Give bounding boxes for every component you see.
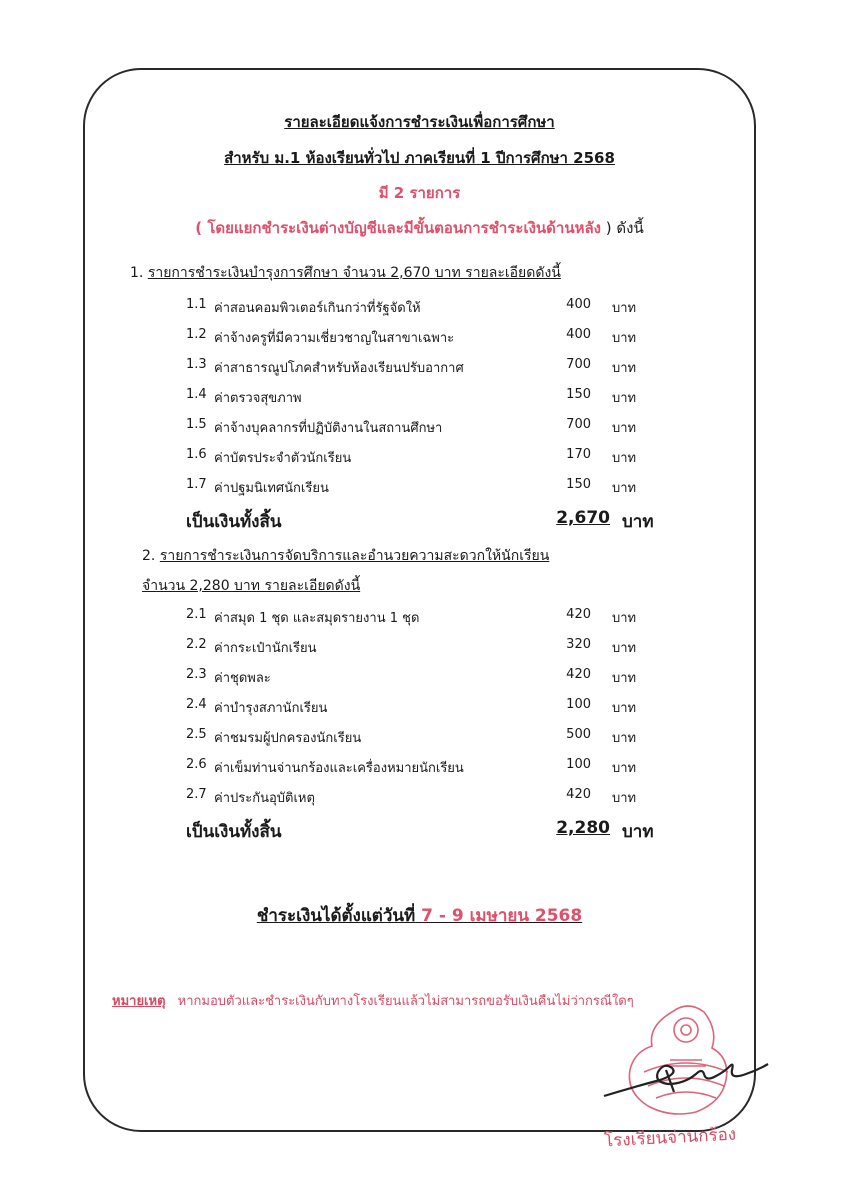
section2-item-row [0,667,842,689]
item-label: ค่าชุดพละ [214,671,271,686]
section1-item-row [0,447,842,469]
item-unit: บาท [612,481,637,496]
payment-prefix: ชำระเงินได้ตั้งแต่วันที่ [256,906,416,926]
section2-total [0,818,842,846]
payment-dates-line [83,902,756,929]
instruction-red: ( โดยแยกชำระเงินต่างบัญชีและมีขั้นตอนการชำระเงินด้านหลัง [195,219,601,237]
section2-item-row [0,607,842,629]
item-amount: 400 [566,327,591,342]
section1-total-label: เป็นเงินทั้งสิ้น [186,512,282,532]
section2-total-amount: 2,280 [556,818,610,838]
item-label: ค่าประกันอุบัติเหตุ [214,791,315,806]
section2-heading-line2: จำนวน 2,280 บาท รายละเอียดดังนี้ [142,578,361,594]
item-amount: 400 [566,297,591,312]
item-index: 2.6 [186,757,207,772]
section1-item-row [0,357,842,379]
payment-dates: 7 - 9 เมษายน 2568 [421,906,583,926]
item-index: 2.5 [186,727,207,742]
school-seal-icon [600,1000,780,1130]
section1-heading-text: รายการชำระเงินบำรุงการศึกษา จำนวน 2,670 บาท รายละเอียดดังนี้ [147,265,561,281]
item-label: ค่าตรวจสุขภาพ [214,391,302,406]
item-index: 1.7 [186,477,207,492]
item-label: ค่าปฐมนิเทศนักเรียน [214,481,329,496]
item-index: 2.2 [186,637,207,652]
item-label: ค่าสอนคอมพิวเตอร์เกินกว่าที่รัฐจัดให้ [214,301,421,316]
item-unit: บาท [612,791,637,806]
item-amount: 700 [566,357,591,372]
document-subtitle: สำหรับ ม.1 ห้องเรียนทั่วไป ภาคเรียนที่ 1 ปีการศึกษา 2568 [224,149,615,167]
section1-total-amount: 2,670 [556,508,610,528]
item-amount: 700 [566,417,591,432]
item-label: ค่ากระเป๋านักเรียน [214,641,317,656]
item-unit: บาท [612,421,637,436]
document-title: รายละเอียดแจ้งการชำระเงินเพื่อการศึกษา [284,113,555,131]
section1-item-row [0,387,842,409]
item-label: ค่าบำรุงสภานักเรียน [214,701,328,716]
section1-total [0,508,842,536]
section2-total-unit: บาท [622,822,654,842]
section2-item-row [0,727,842,749]
item-unit: บาท [612,361,637,376]
item-unit: บาท [612,641,637,656]
item-amount: 100 [566,757,591,772]
item-index: 1.4 [186,387,207,402]
item-amount: 320 [566,637,591,652]
item-amount: 150 [566,477,591,492]
item-unit: บาท [612,451,637,466]
item-unit: บาท [612,671,637,686]
item-amount: 100 [566,697,591,712]
section2-heading [142,545,549,567]
section1-number: 1. [130,265,144,281]
item-amount: 420 [566,607,591,622]
section2-item-row [0,787,842,809]
section1-item-row [0,477,842,499]
instruction-tail: ) ดังนี้ [605,219,644,237]
item-unit: บาท [612,701,637,716]
note-label: หมายเหตุ [112,994,166,1009]
item-unit: บาท [612,301,637,316]
item-index: 2.3 [186,667,207,682]
item-index: 2.7 [186,787,207,802]
item-label: ค่าจ้างบุคลากรที่ปฏิบัติงานในสถานศึกษา [214,421,443,436]
section2-total-label: เป็นเงินทั้งสิ้น [186,822,282,842]
section1-item-row [0,327,842,349]
item-count: มี 2 รายการ [378,184,461,202]
item-amount: 420 [566,787,591,802]
item-label: ค่าบัตรประจำตัวนักเรียน [214,451,352,466]
item-label: ค่าสมุด 1 ชุด และสมุดรายงาน 1 ชุด [214,611,420,626]
item-label: ค่าเข็มท่านจ่านกร้องและเครื่องหมายนักเรียน [214,761,464,776]
section2-heading-line1: รายการชำระเงินการจัดบริการและอำนวยความสะดวกให้นักเรียน [159,548,550,564]
item-index: 1.2 [186,327,207,342]
section1-item-row [0,417,842,439]
item-amount: 420 [566,667,591,682]
instruction-line [83,216,756,240]
item-unit: บาท [612,611,637,626]
item-amount: 150 [566,387,591,402]
item-amount: 500 [566,727,591,742]
item-index: 2.4 [186,697,207,712]
section1-total-unit: บาท [622,512,654,532]
section2-number: 2. [142,548,156,564]
section1-heading [130,262,561,284]
section2-item-row [0,637,842,659]
section2-item-row [0,757,842,779]
item-index: 1.1 [186,297,207,312]
item-unit: บาท [612,331,637,346]
item-index: 1.3 [186,357,207,372]
item-index: 1.5 [186,417,207,432]
note-text: หากมอบตัวและชำระเงินกับทางโรงเรียนแล้วไม่สามารถขอรับเงินคืนไม่ว่ากรณีใดๆ [177,994,634,1009]
item-index: 2.1 [186,607,207,622]
item-unit: บาท [612,761,637,776]
item-label: ค่าสาธารณูปโภคสำหรับห้องเรียนปรับอากาศ [214,361,464,376]
note-line [112,990,634,1011]
item-label: ค่าชมรมผู้ปกครองนักเรียน [214,731,362,746]
section2-item-row [0,697,842,719]
item-label: ค่าจ้างครูที่มีความเชี่ยวชาญในสาขาเฉพาะ [214,331,455,346]
item-index: 1.6 [186,447,207,462]
section1-item-row [0,297,842,319]
item-unit: บาท [612,391,637,406]
item-unit: บาท [612,731,637,746]
item-amount: 170 [566,447,591,462]
school-name-stamp: โรงเรียนจ่านกร้อง [603,1124,737,1152]
